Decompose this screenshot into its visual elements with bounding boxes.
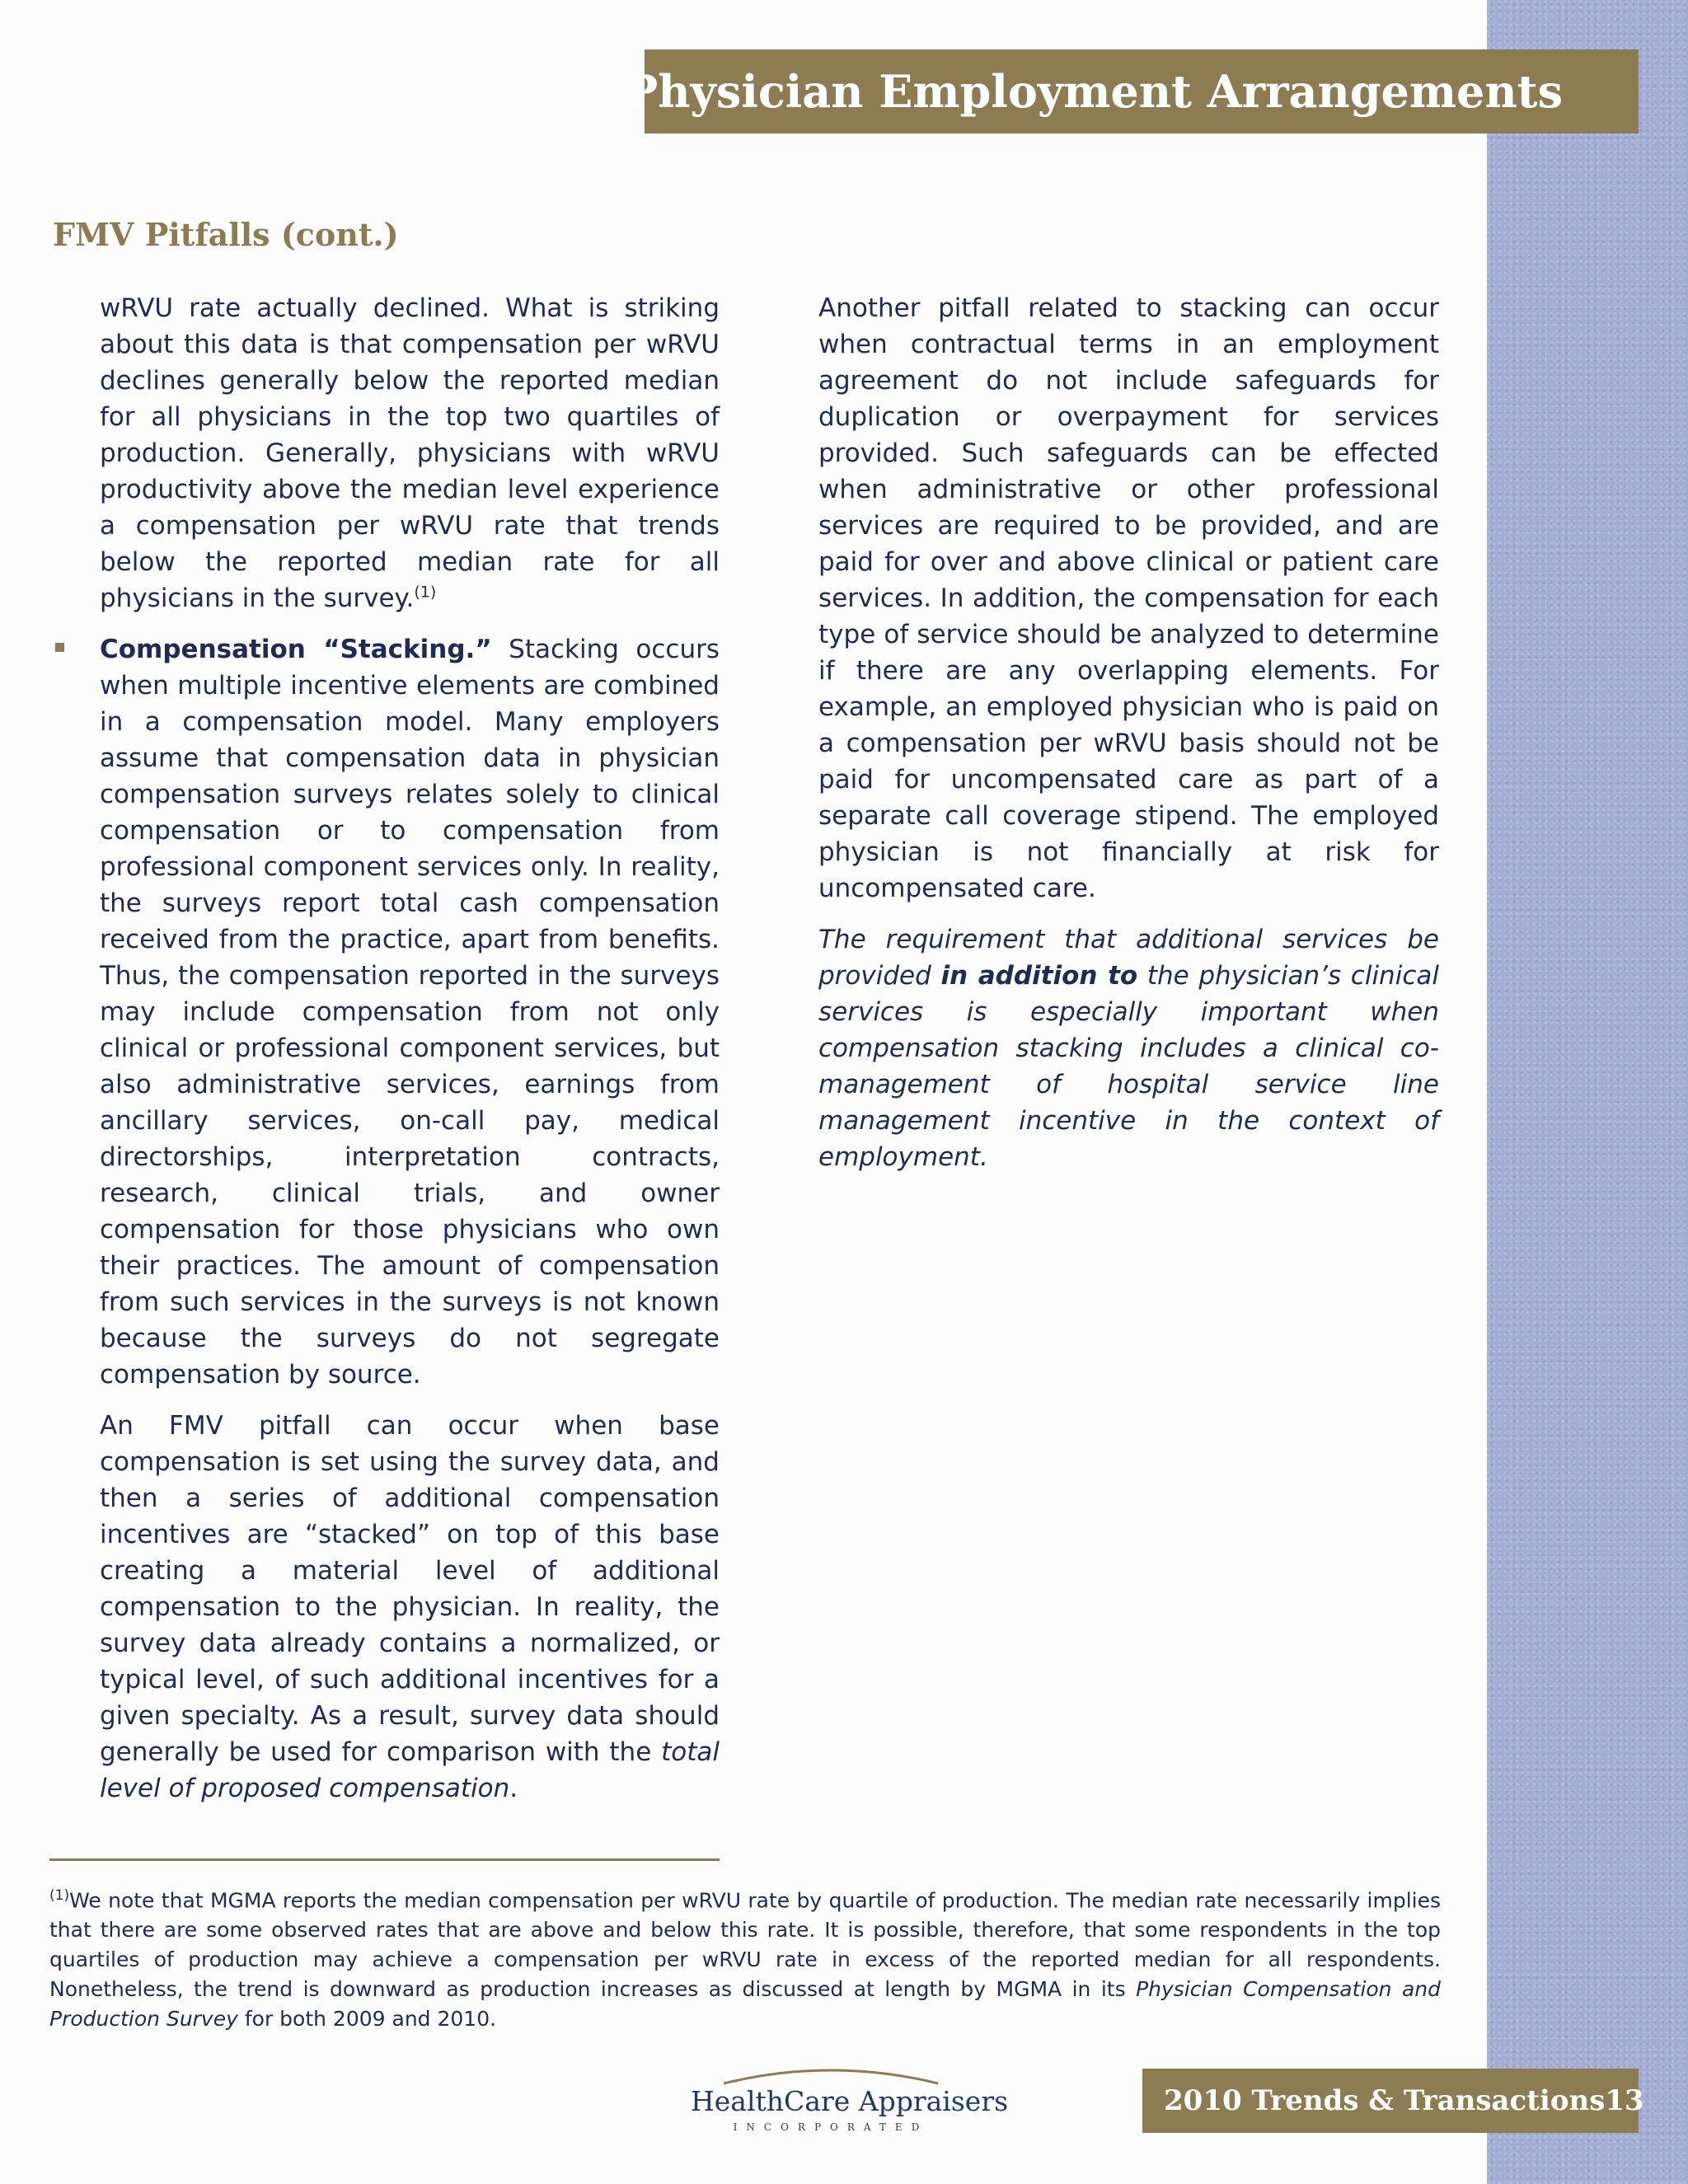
footnote-text-end: for both 2009 and 2010.	[237, 2007, 497, 2032]
decorative-side-strip	[1487, 0, 1688, 2184]
bullet-title: Compensation “Stacking.”	[100, 635, 492, 664]
footnote	[49, 1881, 1441, 2034]
left-paragraph-3-emphasis: total level of proposed compensation	[100, 1737, 720, 1803]
right-paragraph-2-end: the physician’s clinical services is especially important when compensation stacking includes a clinical co-management of hospital service line management incentive in the context of employment.	[818, 961, 1439, 1172]
logo-name: HealthCare Appraisers	[691, 2085, 1009, 2117]
bullet-text: Stacking occurs when multiple incentive elements are combined in a compensation model. Many employers assume that compensation data in physician compensation surveys relates solely to clinical compensation or to compensation from professional component services only. In reality, the surveys report total cash compensation received from the practice, apart from benefits. Thus, the compensation reported in the surveys may include compensation from not only clinical or professional component services, but also administrative services, earnings from ancillary services, on-call pay, medical directorships, interpretation contracts, research, clinical trials, and owner compensation for those physicians who own their practices. The amount of compensation from such services in the surveys is not known because the surveys do not segregate compensation by source.	[100, 635, 720, 1390]
footnote-survey-title: Physician Compensation and Production Survey	[49, 1977, 1442, 2032]
left-paragraph-1	[100, 290, 720, 616]
section-heading: FMV Pitfalls (cont.)	[53, 216, 399, 253]
left-column	[100, 290, 720, 1821]
right-paragraph-1: Another pitfall related to stacking can occur when contractual terms in an employment agreement do not include safeguards for duplication or overpayment for services provided. Such safeguards can be effected when administrative or other professional services are required to be provided, and are paid for over and above clinical or patient care services. In addition, the compensation for each type of service should be analyzed to determine if there are any overlapping elements. For example, an employed physician who is paid on a compensation per wRVU basis should not be paid for uncompensated care as part of a separate call coverage stipend. The employed physician is not financially at risk for uncompensated care.	[818, 293, 1439, 903]
left-paragraph-3-text: An FMV pitfall can occur when base compensation is set using the survey data, and then a series of additional compensation incentives are “stacked” on top of this base creating a material level of additional compensation to the physician. In reality, the survey data already contains a normalized, or typical level, of such additional incentives for a given specialty. As a result, survey data should generally be used for comparison with the	[100, 1411, 720, 1767]
footnote-reference: (1)	[414, 583, 437, 602]
right-column	[818, 290, 1439, 1190]
company-logo	[691, 2062, 1009, 2139]
right-paragraph-2	[818, 921, 1439, 1175]
footnote-marker: (1)	[49, 1887, 70, 1904]
bullet-item-stacking	[100, 631, 720, 1393]
right-paragraph-2-start: The requirement that additional services be provided	[818, 925, 1439, 991]
publication-name: 2010 Trends & Transactions	[1164, 2084, 1606, 2117]
page-title: Physician Employment Arrangements	[624, 65, 1563, 118]
bullet-square-icon	[55, 643, 64, 652]
left-paragraph-1-text: wRVU rate actually declined. What is striking about this data is that compensation per wRVU declines generally below the reported median for all physicians in the top two quartiles of production. Generally, physicians with wRVU productivity above the median level experience a compensation per wRVU rate that trends below the reported median rate for all physicians in the survey.	[100, 293, 720, 613]
left-paragraph-3	[100, 1408, 720, 1807]
right-paragraph-2-bold: in addition to	[940, 961, 1138, 991]
logo-subtitle: INCORPORATED	[733, 2121, 929, 2133]
footnote-text: We note that MGMA reports the median compensation per wRVU rate by quartile of production. The median rate necessarily implies that there are some observed rates that are above and below this rate. It is possible, therefore, that some respondents in the top quartiles of production may achieve a compensation per wRVU rate in excess of the reported median for all respondents. Nonetheless, the trend is downward as production increases as discussed at length by MGMA in its	[49, 1888, 1441, 2002]
title-banner	[624, 49, 1639, 134]
page-number: 13	[1605, 2084, 1644, 2117]
left-paragraph-3-end: .	[509, 1774, 518, 1803]
footnote-divider	[49, 1858, 720, 1861]
footer-banner	[1142, 2069, 1644, 2133]
logo-arc-icon	[691, 2062, 971, 2087]
